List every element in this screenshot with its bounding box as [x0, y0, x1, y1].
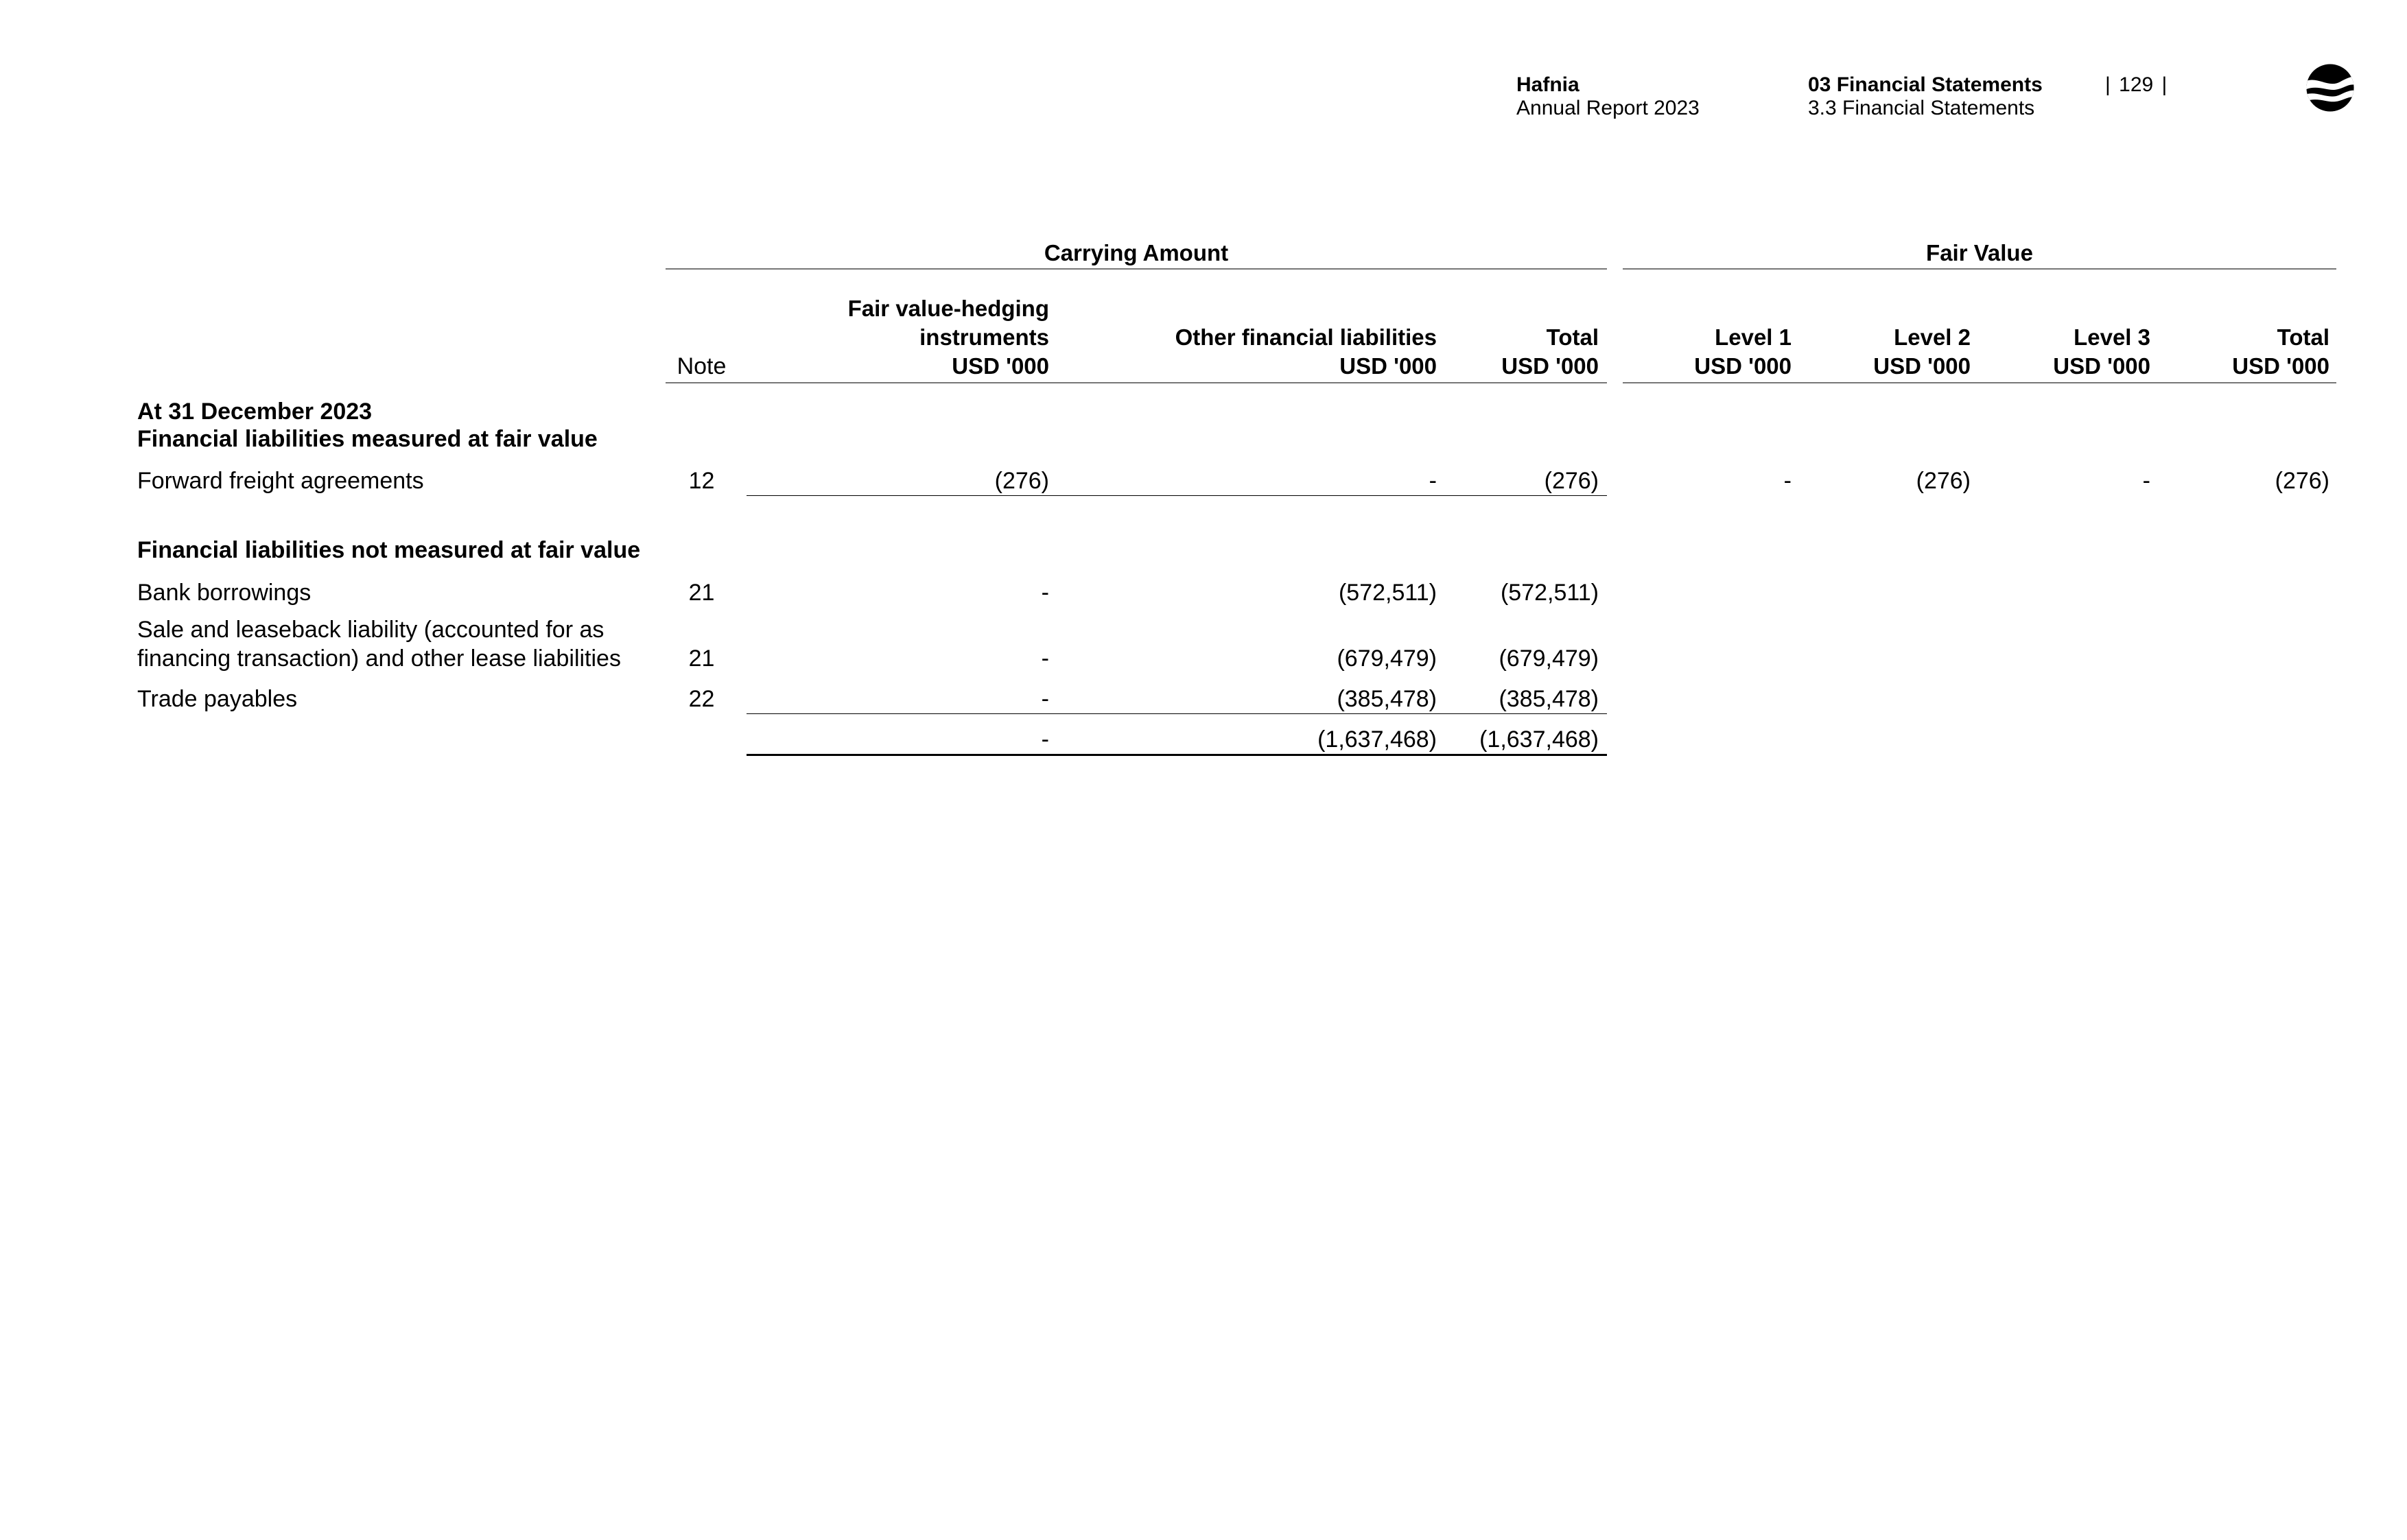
group-carrying-underline: [666, 268, 1607, 270]
row-total: (385,478): [1499, 686, 1599, 712]
col-total-unit: USD '000: [1501, 353, 1599, 379]
heading-not-measured-fv: Financial liabilities not measured at fair value: [137, 537, 641, 563]
col-level1-unit: USD '000: [1694, 353, 1792, 379]
col-level2-unit: USD '000: [1873, 353, 1971, 379]
page-number: 129: [2119, 73, 2154, 96]
col-level1-label: Level 1: [1715, 324, 1792, 350]
header-section-block: [1808, 73, 2043, 120]
row-label: Forward freight agreements: [137, 468, 424, 494]
row-label: [137, 615, 621, 673]
row-label-line1: Sale and leaseback liability (accounted for as: [137, 617, 604, 643]
col-hedging-line2: instruments: [919, 324, 1049, 350]
total-underline: [747, 754, 1607, 756]
col-fv-total-unit: USD '000: [2232, 353, 2329, 379]
group-fair-underline: [1623, 268, 2336, 270]
header-underline-fair: [1623, 382, 2336, 383]
subtotal-line: [747, 713, 1607, 714]
row-total: (276): [1544, 468, 1599, 494]
hafnia-wave-logo-icon: [2305, 63, 2355, 112]
page-number-separator-left: |: [2105, 73, 2111, 96]
col-hedging-header: [848, 294, 1049, 381]
header-subsection: 3.3 Financial Statements: [1808, 97, 2035, 119]
header-company-block: [1516, 73, 1700, 120]
row-total: (679,479): [1499, 645, 1599, 672]
col-fv-total-label: Total: [2277, 324, 2329, 350]
row-other: (679,479): [1337, 645, 1437, 672]
row-level2: (276): [1916, 468, 1971, 494]
col-level1-header: [1694, 323, 1792, 381]
col-hedging-unit: USD '000: [952, 353, 1049, 379]
col-other-header: [1175, 323, 1437, 381]
heading-measured-fv: Financial liabilities measured at fair value: [137, 426, 598, 452]
row-other: -: [1429, 468, 1437, 494]
col-other-label: Other financial liabilities: [1175, 324, 1437, 350]
header-section: 03 Financial Statements: [1808, 73, 2043, 96]
col-total-label: Total: [1546, 324, 1599, 350]
col-level3-unit: USD '000: [2053, 353, 2150, 379]
col-note-header: Note: [677, 353, 727, 379]
total-other: (1,637,468): [1317, 726, 1437, 753]
row-hedging: -: [1041, 580, 1049, 606]
row-hedging: -: [1041, 645, 1049, 672]
fv-subtotal-line: [747, 495, 1607, 496]
row-other: (572,511): [1338, 580, 1437, 606]
row-note: 22: [688, 686, 715, 712]
col-total-header: [1501, 323, 1599, 381]
row-hedging: (276): [994, 468, 1049, 494]
row-level1: -: [1783, 468, 1792, 494]
row-note: 21: [688, 645, 715, 672]
header-underline-carrying: [666, 382, 1607, 383]
row-label-line2: financing transaction) and other lease liabilities: [137, 645, 621, 672]
total-total: (1,637,468): [1479, 726, 1599, 753]
row-note: 12: [688, 468, 715, 494]
row-hedging: -: [1041, 686, 1049, 712]
row-other: (385,478): [1337, 686, 1437, 712]
col-level3-header: [2053, 323, 2150, 381]
page-number-block: [2105, 73, 2167, 97]
row-total: (572,511): [1500, 580, 1599, 606]
col-level2-label: Level 2: [1894, 324, 1971, 350]
row-level3: -: [2142, 468, 2150, 494]
col-other-unit: USD '000: [1339, 353, 1437, 379]
group-carrying-amount: Carrying Amount: [1044, 240, 1229, 265]
col-hedging-line1: Fair value-hedging: [847, 296, 1049, 321]
col-level2-header: [1873, 323, 1971, 381]
heading-date: At 31 December 2023: [137, 399, 373, 425]
col-fv-total-header: [2232, 323, 2329, 381]
group-fair-value: Fair Value: [1926, 240, 2033, 265]
row-label: Bank borrowings: [137, 580, 312, 606]
col-level3-label: Level 3: [2074, 324, 2150, 350]
page-number-separator-right: |: [2161, 73, 2168, 96]
header-company: Hafnia: [1516, 73, 1580, 96]
row-label: Trade payables: [137, 686, 298, 712]
total-hedging: -: [1041, 726, 1049, 753]
header-report: Annual Report 2023: [1516, 97, 1700, 119]
row-fv-total: (276): [2275, 468, 2329, 494]
row-note: 21: [688, 580, 715, 606]
